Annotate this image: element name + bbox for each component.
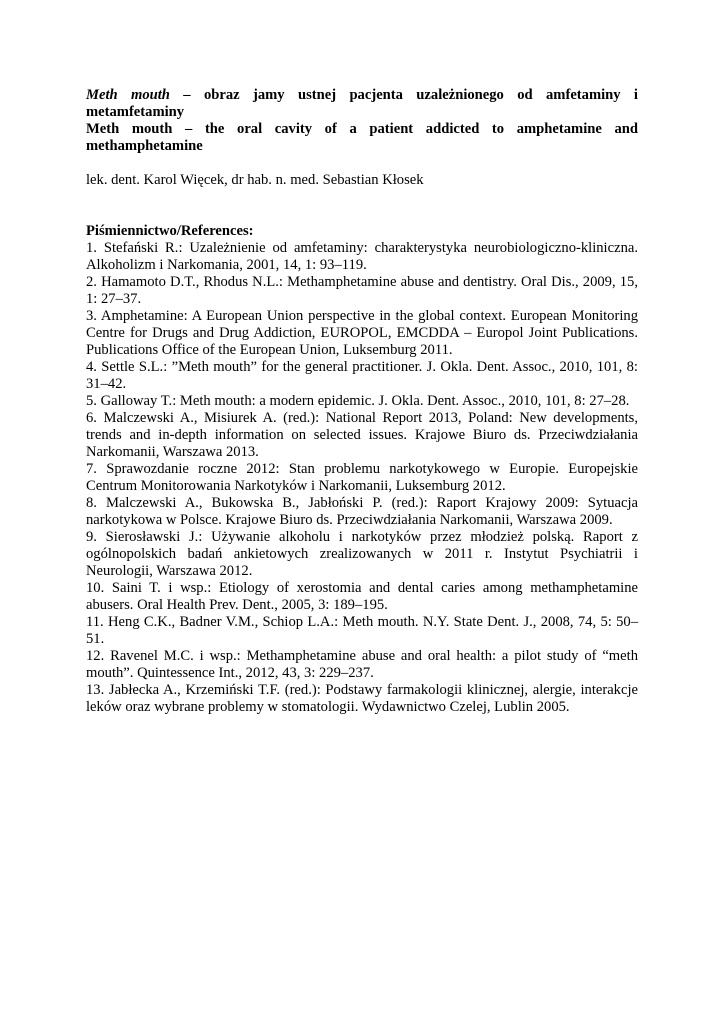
authors: lek. dent. Karol Więcek, dr hab. n. med. Sebastian Kłosek	[86, 172, 424, 188]
title-polish	[86, 87, 638, 121]
reference-item: 8. Malczewski A., Bukowska B., Jabłoński P. (red.): Raport Krajowy 2009: Sytuacja narkotykowa w Polsce. Krajowe Biuro ds. Przeciwdziałania Narkomanii, Warszawa 2009.	[86, 495, 638, 528]
reference-item: 12. Ravenel M.C. i wsp.: Methamphetamine abuse and oral health: a pilot study of “meth mouth”. Quintessence Int., 2012, 43, 3: 229–237.	[86, 648, 638, 681]
reference-item: 9. Sierosławski J.: Używanie alkoholu i narkotyków przez młodzież polską. Raport z ogólnopolskich badań ankietowych zrealizowanych w 2011 r. Instytut Psychiatrii i Neurologii, Warszawa 2012.	[86, 529, 638, 579]
reference-item: 2. Hamamoto D.T., Rhodus N.L.: Methamphetamine abuse and dentistry. Oral Dis., 2009, 15, 1: 27–37.	[86, 274, 638, 307]
reference-item: 13. Jabłecka A., Krzemiński T.F. (red.): Podstawy farmakologii klinicznej, alergie, interakcje leków oraz wybrane problemy w stomatologii. Wydawnictwo Czelej, Lublin 2005.	[86, 682, 638, 715]
title-english: Meth mouth – the oral cavity of a patient addicted to amphetamine and methamphetamine	[86, 121, 638, 154]
references-list	[86, 240, 638, 716]
reference-item: 5. Galloway T.: Meth mouth: a modern epidemic. J. Okla. Dent. Assoc., 2010, 101, 8: 27–28.	[86, 393, 630, 409]
title-polish-italic: Meth mouth	[86, 87, 170, 103]
reference-item: 6. Malczewski A., Misiurek A. (red.): National Report 2013, Poland: New developments, trends and in-depth information on selected issues. Krajowe Biuro ds. Przeciwdziałania Narkomanii, Warszawa 2013.	[86, 410, 638, 460]
title-block	[86, 87, 638, 155]
references-heading: Piśmiennictwo/References:	[86, 223, 254, 239]
document-page	[86, 87, 638, 716]
reference-item: 4. Settle S.L.: ”Meth mouth” for the general practitioner. J. Okla. Dent. Assoc., 2010, 101, 8: 31–42.	[86, 359, 638, 392]
reference-item: 11. Heng C.K., Badner V.M., Schiop L.A.: Meth mouth. N.Y. State Dent. J., 2008, 74, 5: 50–51.	[86, 614, 638, 647]
reference-item: 3. Amphetamine: A European Union perspective in the global context. European Monitoring Centre for Drugs and Drug Addiction, EUROPOL, EMCDDA – Europol Joint Publications. Publications Office of the European Union, Luksemburg 2011.	[86, 308, 638, 358]
title-polish-rest: – obraz jamy ustnej pacjenta uzależnionego od amfetaminy i metamfetaminy	[86, 87, 638, 120]
reference-item: 1. Stefański R.: Uzależnienie od amfetaminy: charakterystyka neurobiologiczno-kliniczna. Alkoholizm i Narkomania, 2001, 14, 1: 93–119.	[86, 240, 638, 273]
reference-item: 7. Sprawozdanie roczne 2012: Stan problemu narkotykowego w Europie. Europejskie Centrum Monitorowania Narkotyków i Narkomanii, Luksemburg 2012.	[86, 461, 638, 494]
reference-item: 10. Saini T. i wsp.: Etiology of xerostomia and dental caries among methamphetamine abusers. Oral Health Prev. Dent., 2005, 3: 189–195.	[86, 580, 638, 613]
